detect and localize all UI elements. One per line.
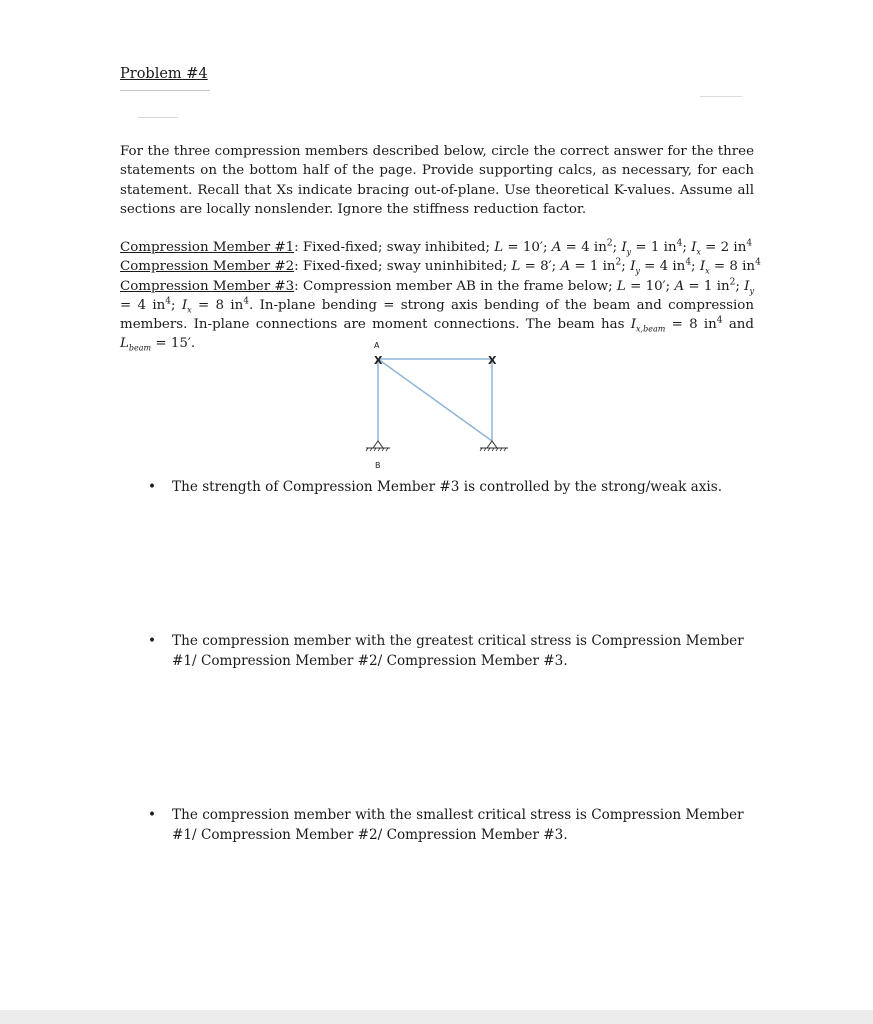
intro-paragraph: For the three compression members described below, circle the correct answer for the three statements on the bottom half of the page. Provide supporting calcs, as necessary, for each statement. Recall that Xs indicate bracing out-of-plane. Use theoretical K-values. Assume all sections are locally nonslender. Ignore the stiffness reduction factor. (120, 144, 754, 217)
member-1-label: Compression Member #1 (120, 240, 295, 255)
member-2-label: Compression Member #2 (120, 259, 295, 275)
member-2-line: Compression Member #2: Fixed-fixed; sway uninhibited; L = 8′; A = 1 $in^2$; $I_y = 4$ $in^4$; $I_x = 8$ $in^4$ (120, 257, 761, 276)
label-a: A (374, 341, 380, 350)
bullet-icon: • (148, 479, 157, 495)
statement-2: • The compression member with the greatest critical stress is Compression Member #1/ Compression Member #2/ Compression Member #3. (148, 633, 744, 669)
statement-3: • The compression member with the smallest critical stress is Compression Member #1/ Compression Member #2/ Compression Member #3. (148, 807, 744, 843)
bullet-icon: • (148, 807, 157, 823)
member-1-line: Compression Member #1: Fixed-fixed; sway inhibited; L = 10′; A = 4 $in^2$; $I_y = 1$ $in^4$; $I_x = 2$ $in^4$ (120, 238, 753, 257)
scan-artifact-line (120, 90, 210, 91)
brace-mark-right: X (488, 354, 497, 367)
problem-title: Problem #4 (120, 66, 208, 82)
members-list (120, 238, 761, 354)
member-3-paragraph: Compression Member #3: Compression member AB in the frame below; L = 10′; A = 1 $in^2$; $I_y = 4$ $in^4$; $I_x = 8$ $in^4$. In-plane bending = strong axis bending of the beam and compression members. In-plane connections are moment connections. The beam has $I_{x,beam} = 8$ $in^4$ and $L_{beam} = 15'$. (120, 277, 754, 354)
member-3-label: Compression Member #3 (120, 278, 295, 294)
scan-artifact-line (700, 96, 742, 97)
page-bottom-edge (0, 1010, 873, 1024)
label-b: B (375, 461, 381, 470)
scan-artifact-line (138, 117, 178, 118)
frame-diagram (340, 338, 540, 477)
brace-mark-a: X (374, 354, 383, 367)
pin-support-icon (366, 441, 390, 451)
statement-1: • The strength of Compression Member #3 is controlled by the strong/weak axis. (148, 478, 748, 498)
diagonal-brace (378, 359, 492, 441)
frame-svg (340, 338, 540, 473)
bullet-icon: • (148, 633, 157, 649)
pin-support-icon (480, 441, 508, 451)
